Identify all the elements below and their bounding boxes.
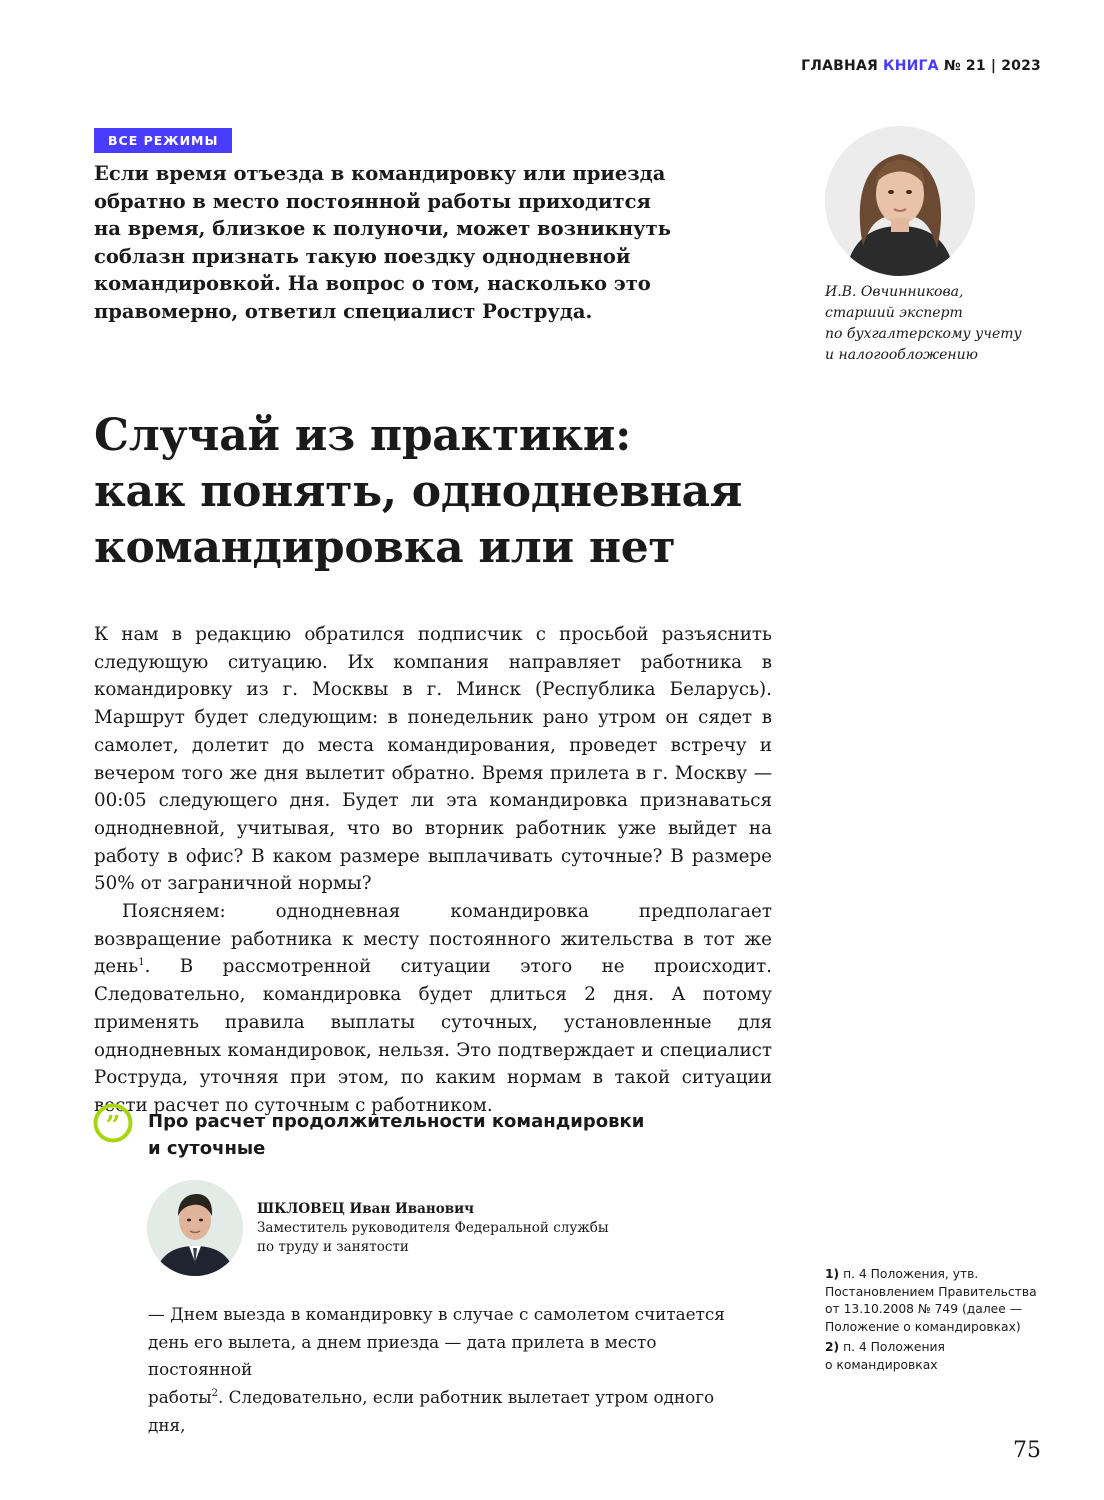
author-portrait-illustration [825,126,975,276]
footnote-1: 1) п. 4 Положения, утв. Постановлением Правительства от 13.10.2008 № 749 (далее — Положение о командировках) [825,1267,1037,1334]
footnotes [825,1266,1070,1377]
magazine-name-part2: КНИГА [883,58,939,74]
article-lead: Если время отъезда в командировку или приезда обратно в место постоянной работы приходится на время, близкое к полуночи, может возникнуть соблазн признать такую поездку однодневной командировкой. На вопрос о том, насколько это правомерно, ответил специалист Роструда. [94,162,671,323]
quote-section-heading: Про расчет продолжительности командировки и суточные [148,1111,645,1159]
expert-name: ШКЛОВЕЦ Иван Иванович [257,1201,475,1217]
category-tag: ВСЕ РЕЖИМЫ [94,128,232,153]
issue-number: № 21 | 2023 [938,58,1041,74]
expert-role: Заместитель руководителя Федеральной службы по труду и занятости [257,1220,609,1255]
expert-portrait-illustration [147,1180,243,1276]
footnote-ref-1: 1 [138,957,145,969]
magazine-name-part1: ГЛАВНАЯ [801,58,884,74]
body-paragraph-2: Поясняем: однодневная командировка предполагает возвращение работника к месту постоянного жительства в тот же день$^1$. В рассмотренной ситуации этого не происходит. Следовательно, командировка будет длиться 2 дня. А потому применять правила выплаты суточных, установленные для однодневных командировок, нельзя. Это подтверждает и специалист Роструда, уточняя при этом, по каким нормам в такой ситуации вести расчет по суточным с работником. [94,901,772,1116]
article-body [94,621,772,1120]
magazine-header [801,58,1041,74]
page-number: 75 [1013,1438,1041,1463]
body-paragraph-1: К нам в редакцию обратился подписчик с просьбой разъяснить следующую ситуацию. Их компания направляет работника в командировку из г. Москвы в г. Минск (Республика Беларусь). Маршрут будет следующим: в понедельник рано утром он сядет в самолет, долетит до места командирования, проведет встречу и вечером того же дня вылетит обратно. Время прилета в г. Москву — 00:05 следующего дня. Будет ли эта командировка признаваться однодневной, учитывая, что во вторник работник уже выйдет на работу в офис? В каком размере выплачивать суточные? В размере 50% от заграничной нормы? [94,624,772,895]
expert-photo [147,1180,243,1276]
quote-icon [93,1103,133,1143]
footnote-ref-2: 2 [211,1388,218,1400]
footnote-2: 2) п. 4 Положения о командировках [825,1340,945,1372]
article-title: Случай из практики: как понять, однодневная командировка или нет [94,410,743,573]
author-photo [825,126,975,276]
author-caption: И.В. Овчинникова, старший эксперт по бухгалтерскому учету и налогообложению [825,284,1022,363]
expert-quote-text: — Днем выезда в командировку в случае с самолетом считается день его вылета, а днем приезда — дата прилета в место постоянной работы$^2$. Следовательно, если работник вылетает утром одного дня, [148,1304,725,1435]
svg-text:”: ” [105,1111,121,1141]
